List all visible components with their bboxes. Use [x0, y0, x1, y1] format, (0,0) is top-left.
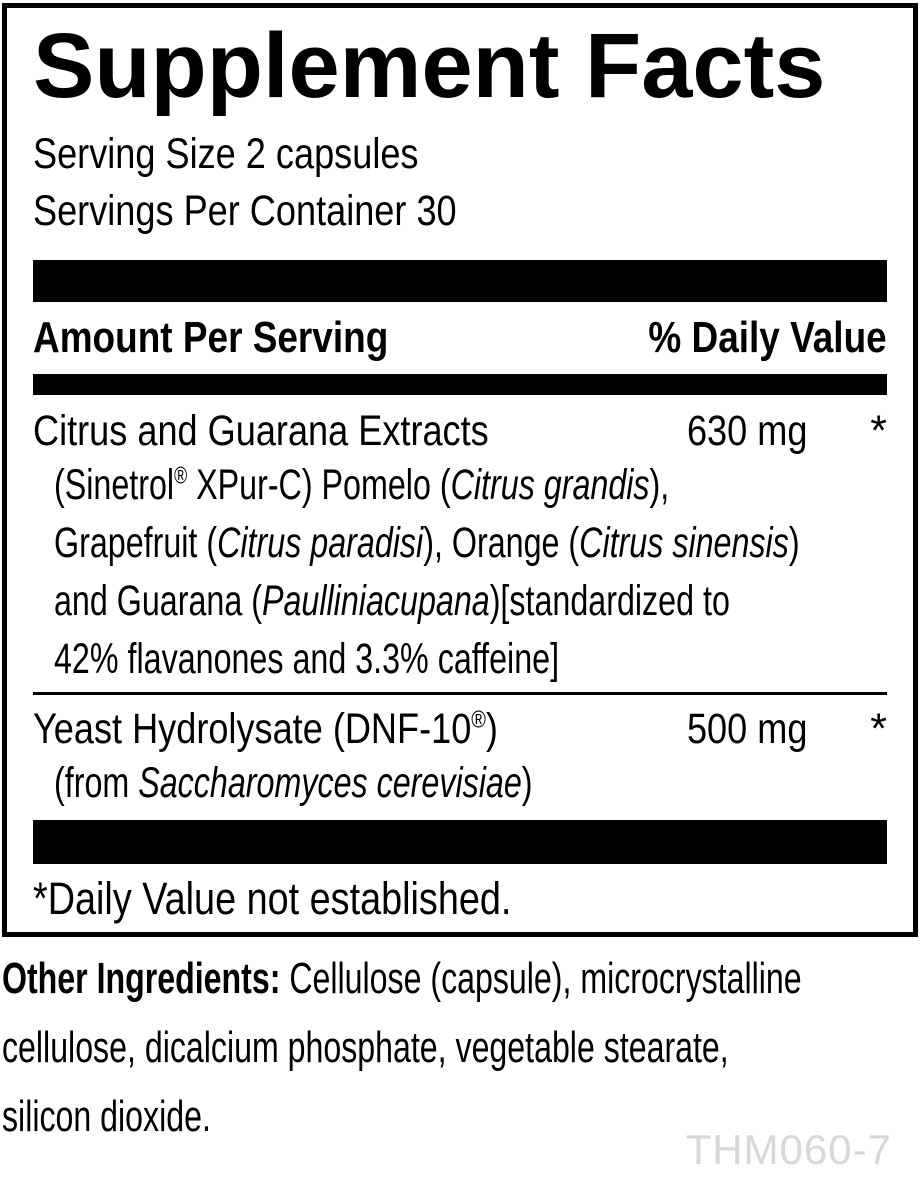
text-line: and Guarana (Paulliniacupana)[standardized to [54, 577, 730, 625]
daily-value-footnote: *Daily Value not established. [33, 873, 512, 924]
ingredient-name: Citrus and Guarana Extracts [33, 407, 489, 455]
ingredient-row-citrus-guarana [33, 395, 887, 456]
ingredient-daily-value: * [870, 705, 887, 753]
ingredient-details [33, 754, 887, 812]
panel-title: Supplement Facts [33, 15, 826, 117]
ingredient-amount: 500 mg [686, 705, 807, 753]
ingredient-name: Yeast Hydrolysate (DNF-10®) [33, 705, 498, 753]
serving-size: Serving Size 2 capsules [33, 130, 419, 178]
panel-content [7, 15, 913, 924]
text-line: 42% flavanones and 3.3% caffeine] [54, 635, 560, 683]
text-line: silicon dioxide. [2, 1092, 211, 1141]
supplement-facts-panel [2, 3, 918, 937]
daily-value-header: % Daily Value [648, 313, 887, 362]
ingredient-row-yeast-hydrolysate [33, 695, 887, 754]
separator-bar-thick [33, 260, 887, 302]
product-code: THM060-7 [685, 1126, 892, 1173]
amount-per-serving-header: Amount Per Serving [33, 313, 389, 362]
other-ingredients [2, 944, 920, 1151]
column-header-row [33, 302, 887, 374]
servings-per-container: Servings Per Container 30 [33, 187, 457, 235]
text-line: cellulose, dicalcium phosphate, vegetable stearate, [2, 1023, 729, 1072]
text-line: Other Ingredients: Cellulose (capsule), microcrystalline [2, 954, 802, 1003]
separator-bar-thin [33, 374, 887, 395]
ingredient-amount: 630 mg [686, 407, 807, 455]
text-line: (Sinetrol® XPur-C) Pomelo (Citrus grandis), [54, 461, 670, 509]
serving-info [33, 126, 887, 240]
ingredient-daily-value: * [870, 407, 887, 455]
ingredient-details [33, 456, 887, 688]
separator-bar-footer [33, 820, 887, 864]
text-line: Grapefruit (Citrus paradisi), Orange (Citrus sinensis) [54, 519, 800, 567]
text-line: (from Saccharomyces cerevisiae) [54, 759, 533, 807]
